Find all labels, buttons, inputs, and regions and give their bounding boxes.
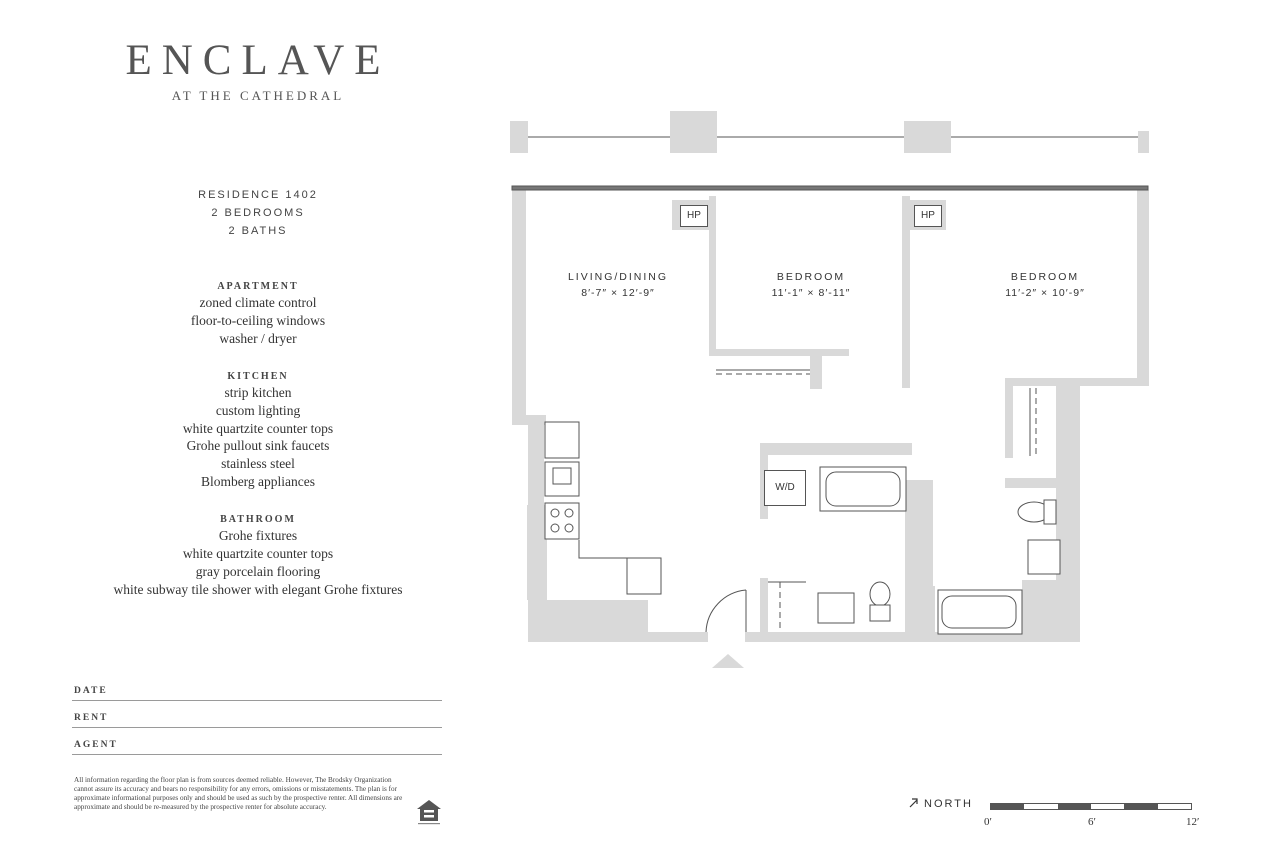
- section-heading-bathroom: BATHROOM: [220, 514, 296, 525]
- feature-item: gray porcelain flooring: [195, 564, 321, 579]
- room-dims-bedroom-1: 11′-1″ × 8′-11″: [771, 287, 851, 299]
- room-name-bedroom-2: BEDROOM: [1010, 271, 1080, 283]
- feature-item: stainless steel: [221, 456, 295, 471]
- section-heading-apartment: APARTMENT: [217, 281, 299, 292]
- feature-item: Grohe fixtures: [218, 528, 298, 543]
- feature-item: washer / dryer: [219, 331, 297, 346]
- feature-item: strip kitchen: [224, 385, 292, 400]
- scale-label-0: 0′: [984, 816, 992, 828]
- feature-item: white quartzite counter tops: [182, 421, 334, 436]
- feature-item: white quartzite counter tops: [182, 546, 334, 561]
- date-label: DATE: [74, 686, 108, 696]
- rent-label: RENT: [74, 713, 109, 723]
- room-dims-bedroom-2: 11′-2″ × 10′-9″: [1005, 287, 1085, 299]
- washer-dryer-label: W/D: [764, 470, 806, 506]
- residence-baths: 2 BATHS: [228, 225, 288, 237]
- disclaimer-text: All information regarding the floor plan is from sources deemed reliable. However, The Brodsky Organization cannot assure its accuracy and bears no responsibility for any errors, omissions or misstatements. The plan is for approximate informational purposes only and should be used as such by the prospective renter. All dimensions are approximate and should be re-measured by the prospective renter for absolute accuracy.: [74, 776, 403, 811]
- brand-title: ENCLAVE: [125, 37, 391, 84]
- scale-label-12: 12′: [1186, 816, 1200, 828]
- scale-bar: [990, 803, 1192, 810]
- brand-subtitle: AT THE CATHEDRAL: [171, 88, 345, 103]
- scale-label-6: 6′: [1088, 816, 1096, 828]
- hp-unit-label: HP: [914, 205, 942, 227]
- north-label: NORTH: [924, 798, 973, 810]
- section-heading-kitchen: KITCHEN: [227, 371, 289, 382]
- room-name-bedroom-1: BEDROOM: [776, 271, 846, 283]
- feature-item: floor-to-ceiling windows: [190, 313, 326, 328]
- residence-name: RESIDENCE 1402: [198, 189, 318, 201]
- north-arrow-icon: [908, 797, 920, 809]
- feature-item: Blomberg appliances: [200, 474, 316, 489]
- room-name-living-dining: LIVING/DINING: [567, 271, 669, 283]
- feature-item: Grohe pullout sink faucets: [186, 438, 330, 453]
- feature-item: white subway tile shower with elegant Grohe fixtures: [113, 582, 403, 597]
- hp-unit-label: HP: [680, 205, 708, 227]
- feature-item: zoned climate control: [199, 295, 317, 310]
- agent-label: AGENT: [74, 740, 118, 750]
- feature-item: custom lighting: [215, 403, 301, 418]
- room-dims-living-dining: 8′-7″ × 12′-9″: [581, 287, 655, 299]
- residence-bedrooms: 2 BEDROOMS: [211, 207, 305, 219]
